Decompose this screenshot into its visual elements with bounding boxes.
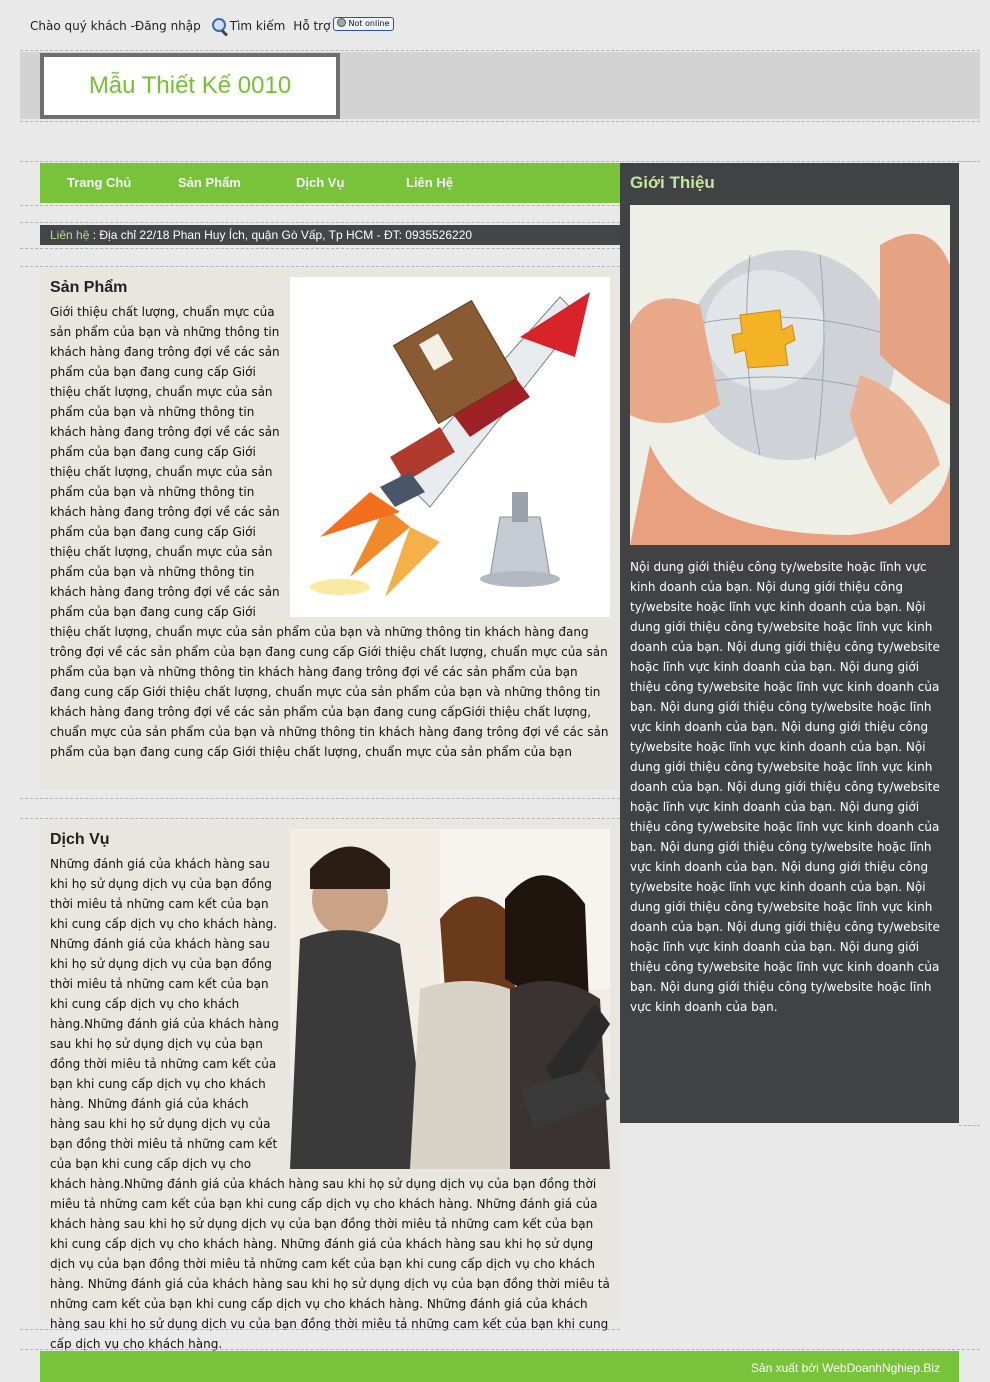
- contact-bar: [40, 225, 620, 245]
- puzzle-globe-image: [630, 205, 950, 545]
- search-icon[interactable]: [209, 16, 229, 36]
- nav-item-home[interactable]: Trang Chủ: [67, 175, 132, 190]
- divider: [20, 121, 980, 122]
- services-section: [40, 820, 620, 1351]
- products-title: Sản Phẩm: [50, 279, 128, 296]
- search-link[interactable]: Tìm kiếm: [229, 19, 286, 33]
- services-title: Dịch Vụ: [50, 831, 110, 848]
- top-utility-bar: [30, 16, 394, 36]
- nav-item-services[interactable]: Dịch Vụ: [296, 175, 345, 190]
- divider: [20, 161, 980, 162]
- contact-label: Liên hệ: [50, 228, 90, 242]
- greeting-text: Chào quý khách -: [30, 19, 135, 33]
- nav-item-contact[interactable]: Liên Hệ: [406, 175, 453, 190]
- divider: [20, 798, 620, 799]
- online-status-badge[interactable]: [333, 17, 394, 31]
- online-status-icon: [337, 18, 346, 27]
- intro-title: Giới Thiệu: [630, 173, 715, 192]
- divider: [20, 205, 620, 206]
- divider: [20, 818, 620, 819]
- divider: [20, 50, 980, 51]
- rocket-product-image: [290, 277, 610, 617]
- services-body: Những đánh giá của khách hàng sau khi họ sử dụng dịch vụ của bạn đồng thời miêu tả những cam kết của bạn khi cung cấp dịch vụ cho khách hàng. Những đánh giá của khách hàng sau khi họ sử dụng dịch vụ của bạn đồng thời miêu tả những cam kết của bạn khi cung cấp dịch vụ cho khách hàng.Những đánh giá của khách hàng sau khi họ sử dụng dịch vụ của bạn đồng thời miêu tả những cam kết của bạn khi cung cấp dịch vụ cho khách hàng. Những đánh giá của khách hàng sau khi họ sử dụng dịch vụ của bạn đồng thời miêu tả những cam kết của bạn khi cung cấp dịch vụ cho khách hàng.Những đánh giá của khách hàng sau khi họ sử dụng dịch vụ của bạn đồng thời miêu tả những cam kết của bạn khi cung cấp dịch vụ cho khách hàng. Những đánh giá của khách hàng sau khi họ sử dụng dịch vụ của bạn đồng thời miêu tả những cam kết của bạn khi cung cấp dịch vụ cho khách hàng. Những đánh giá của khách hàng sau khi họ sử dụng dịch vụ của bạn đồng thời miêu tả những cam kết của bạn khi cung cấp dịch vụ cho khách hàng. Những đánh giá của khách hàng sau khi họ sử dụng dịch vụ của bạn đồng thời miêu tả những cam kết của bạn khi cung cấp dịch vụ cho khách hàng. Những đánh giá của khách hàng sau khi họ sử dụng dịch vụ của bạn đồng thời miêu tả những cam kết của bạn khi cung cấp dịch vụ cho khách hàng.: [50, 857, 610, 1351]
- contact-text: : Địa chỉ 22/18 Phan Huy Ích, quận Gò Vấp, Tp HCM - ĐT: 0935526220: [89, 228, 473, 242]
- login-link[interactable]: Đăng nhập: [134, 19, 201, 33]
- products-body: Giới thiệu chất lượng, chuẩn mực của sản phẩm của bạn và những thông tin khách hàng đang trông đợi về các sản phẩm của bạn đang cung cấp Giới thiệu chất lượng, chuẩn mực của sản phẩm của bạn và những thông tin khách hàng đang trông đợi về các sản phẩm của bạn đang cung cấp Giới thiệu chất lượng, chuẩn mực của sản phẩm của bạn và những thông tin khách hàng đang trông đợi về các sản phẩm của bạn đang cung cấp Giới thiệu chất lượng, chuẩn mực của sản phẩm của bạn và những thông tin khách hàng đang trông đợi về các sản phẩm của bạn đang cung cấp Giới thiệu chất lượng, chuẩn mực của sản phẩm của bạn và những thông tin khách hàng đang trông đợi về các sản phẩm của bạn đang cung cấp Giới thiệu chất lượng, chuẩn mực của sản phẩm của bạn và những thông tin khách hàng đang trông đợi về các sản phẩm của bạn đang cung cấp Giới thiệu chất lượng, chuẩn mực của sản phẩm của bạn và những thông tin khách hàng đang trông đợi về các sản phẩm của bạn đang cung cấpGiới thiệu chất lượng, chuẩn mực của sản phẩm của bạn và những thông tin khách hàng đang trông đợi về các sản phẩm của bạn đang cung cấp Giới thiệu chất lượng, chuẩn mực của sản phẩm của bạn: [50, 305, 609, 759]
- divider: [20, 1349, 980, 1350]
- footer-credit-link[interactable]: Sản xuất bởi WebDoanhNghiep.Biz: [750, 1361, 940, 1375]
- site-logo[interactable]: [40, 53, 340, 119]
- online-status-label: Not online: [348, 19, 390, 28]
- support-link[interactable]: Hỗ trợ: [293, 19, 331, 33]
- divider: [959, 161, 980, 162]
- divider: [959, 1125, 980, 1126]
- divider: [20, 1329, 620, 1330]
- logo-text: Mẫu Thiết Kế 0010: [88, 72, 292, 99]
- services-body-wrap: [50, 854, 610, 1354]
- divider: [20, 266, 620, 267]
- team-service-image: [290, 829, 610, 1169]
- nav-item-products[interactable]: Sản Phẩm: [178, 175, 241, 190]
- main-nav: [40, 163, 620, 203]
- divider: [20, 248, 620, 249]
- products-section: [40, 268, 620, 790]
- divider: [20, 222, 620, 223]
- intro-body: Nội dung giới thiệu công ty/website hoặc lĩnh vực kinh doanh của bạn. Nội dung giới thiệu công ty/website hoặc lĩnh vực kinh doanh của bạn. Nội dung giới thiệu công ty/website hoặc lĩnh vực kinh doanh của bạn. Nội dung giới thiệu công ty/website hoặc lĩnh vực kinh doanh của bạn. Nội dung giới thiệu công ty/website hoặc lĩnh vực kinh doanh của bạn. Nội dung giới thiệu công ty/website hoặc lĩnh vực kinh doanh của bạn. Nội dung giới thiệu công ty/website hoặc lĩnh vực kinh doanh của bạn. Nội dung giới thiệu công ty/website hoặc lĩnh vực kinh doanh của bạn. Nội dung giới thiệu công ty/website hoặc lĩnh vực kinh doanh của bạn. Nội dung giới thiệu công ty/website hoặc lĩnh vực kinh doanh của bạn. Nội dung giới thiệu công ty/website hoặc lĩnh vực kinh doanh của bạn. Nội dung giới thiệu công ty/website hoặc lĩnh vực kinh doanh của bạn. Nội dung giới thiệu công ty/website hoặc lĩnh vực kinh doanh của bạn. Nội dung giới thiệu công ty/website hoặc lĩnh vực kinh doanh của bạn. Nội dung giới thiệu công ty/website hoặc lĩnh vực kinh doanh của bạn. Nội dung giới thiệu công ty/website hoặc lĩnh vực kinh doanh của bạn.: [630, 560, 940, 1014]
- products-body-wrap: [50, 302, 610, 762]
